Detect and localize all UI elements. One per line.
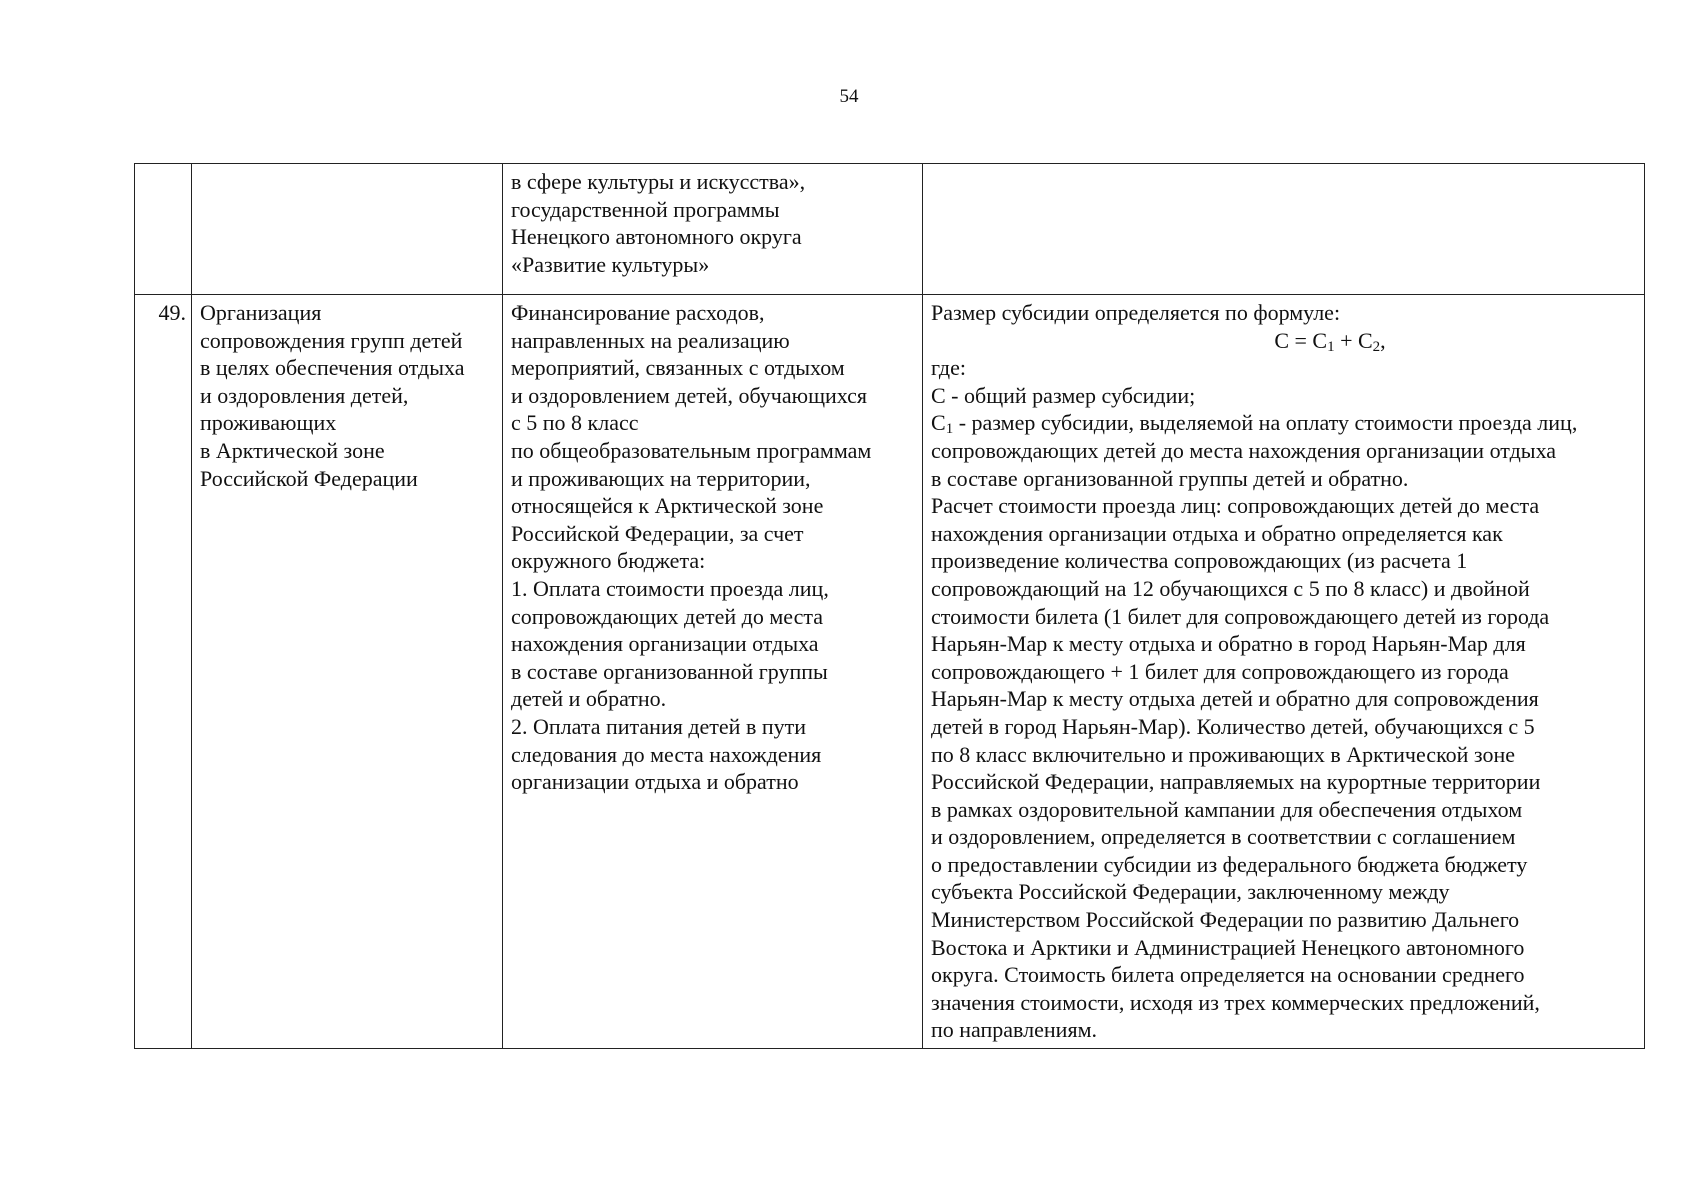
formula-lhs: С = С [1274, 327, 1328, 353]
cell-number: 49. [135, 295, 192, 1049]
cell-basis: Финансирование расходов, направленных на реализацию мероприятий, связанных с отдыхом и оздоровлением детей, обучающихся с 5 по 8 класс по общеобразовательным программам и проживающих на территории, относящейся к Арктической зоне Российской Федерации, за счет окружного бюджета: 1. Оплата стоимости проезда лиц, сопровождающих детей до места нахождения организации отдыха в составе организованной группы детей и обратно. 2. Оплата питания детей в пути следования до места нахождения организации отдыха и обратно [503, 295, 923, 1049]
method-where: где: [931, 355, 966, 381]
method-def-c: С - общий размер субсидии; [931, 382, 1196, 408]
formula-plus: + С [1334, 327, 1373, 353]
formula-sub-2: 2 [1372, 338, 1381, 355]
page-number: 54 [839, 86, 859, 107]
cell-number [135, 164, 192, 295]
subsidy-table [134, 163, 1645, 1049]
formula-tail: , [1380, 327, 1386, 353]
cell-method [923, 295, 1645, 1049]
method-calc: Расчет стоимости проезда лиц: сопровождающих детей до места нахождения организации отдыха и обратно определяется как произведение количества сопровождающих (из расчета 1 сопровождающий на 12 обучающихся с 5 по 8 класс) и двойной стоимости билета (1 билет для сопровождающего детей из города Нарьян-Мар к месту отдыха и обратно в город Нарьян-Мар для сопровождающего + 1 билет для сопровождающего из города Нарьян-Мар к месту отдыха детей и обратно для сопровождения детей в город Нарьян-Мар). Количество детей, обучающихся с 5 по 8 класс включительно и проживающих в Арктической зоне Российской Федерации, направляемых на курортные территории в рамках оздоровительной кампании для обеспечения отдыхом и оздоровлением, определяется в соответствии с соглашением о предоставлении субсидии из федерального бюджета бюджету субъекта Российской Федерации, заключенному между Министерством Российской Федерации по развитию Дальнего Востока и Арктики и Администрацией Ненецкого автономного округа. Стоимость билета определяется на основании среднего значения стоимости, исходя из трех коммерческих предложений, по направлениям. [931, 493, 1550, 1043]
method-def-c1 [931, 409, 1639, 492]
formula [931, 327, 1639, 355]
cell-method [923, 164, 1645, 295]
def-c1-text: - размер субсидии, выделяемой на оплату стоимости проезда лиц, сопровождающих детей до места нахождения организации отдыха в составе организованной группы детей и обратно. [931, 410, 1578, 491]
method-intro: Размер субсидии определяется по формуле: [931, 300, 1341, 325]
formula-sub-1: 1 [1327, 338, 1335, 355]
cell-basis: в сфере культуры и искусства», государственной программы Ненецкого автономного округа «Развитие культуры» [503, 164, 923, 295]
def-c1-sub: 1 [945, 421, 954, 438]
table-row [135, 164, 1645, 295]
cell-name: Организация сопровождения групп детей в целях обеспечения отдыха и оздоровления детей, проживающих в Арктической зоне Российской Федерации [192, 295, 503, 1049]
table-row [135, 295, 1645, 1049]
def-c1-symbol: С [931, 410, 946, 436]
cell-name [192, 164, 503, 295]
